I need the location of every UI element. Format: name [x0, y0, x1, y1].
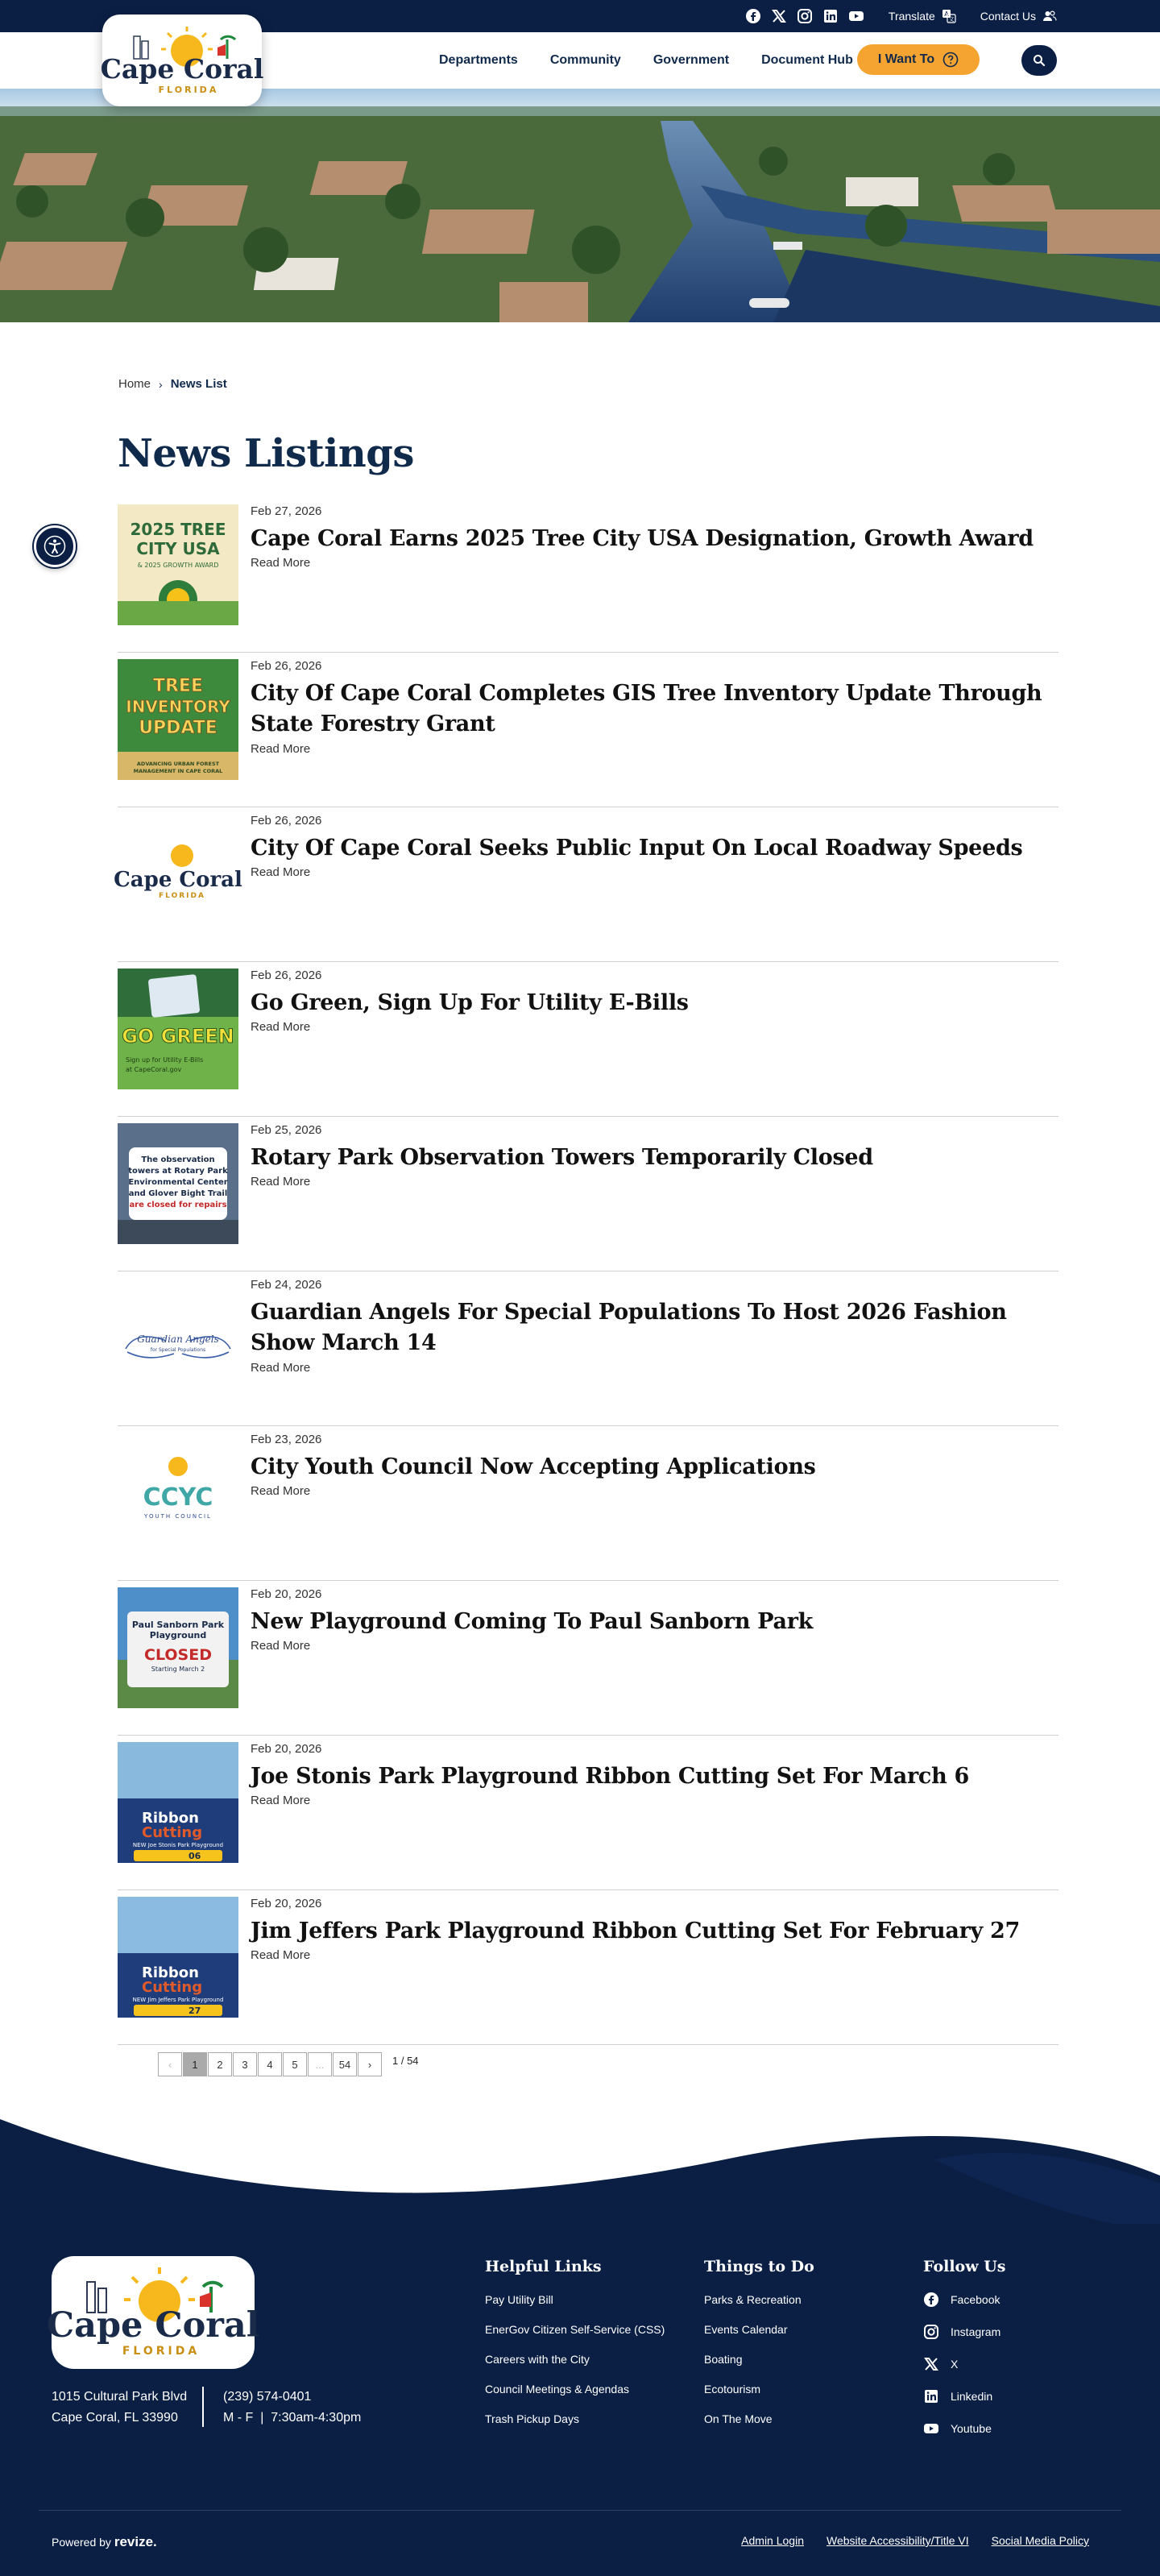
svg-text:A: A — [944, 10, 949, 18]
footer-link[interactable]: Trash Pickup Days — [485, 2412, 579, 2425]
footer-link[interactable]: Careers with the City — [485, 2353, 590, 2366]
revize-link[interactable] — [114, 2536, 157, 2549]
facebook-icon — [923, 2292, 939, 2308]
news-thumbnail[interactable] — [118, 1433, 238, 1553]
news-thumbnail[interactable] — [118, 1278, 238, 1399]
svg-text:are closed for repairs: are closed for repairs — [129, 1201, 227, 1209]
sanborn-park-image — [118, 1587, 238, 1708]
pagination-page[interactable]: 3 — [233, 2052, 257, 2076]
pagination-prev[interactable]: ‹ — [158, 2052, 182, 2076]
news-title[interactable]: Joe Stonis Park Playground Ribbon Cutting Set For March 6 — [251, 1764, 969, 1789]
youtube-icon — [923, 2420, 939, 2437]
news-list — [114, 498, 1058, 2045]
news-thumbnail[interactable] — [118, 1123, 238, 1244]
things-to-do-title: Things to Do — [704, 2258, 814, 2275]
svg-text:06: 06 — [188, 1851, 201, 1861]
breadcrumb-current: News List — [170, 377, 227, 391]
pagination-page[interactable]: 1 — [183, 2052, 207, 2076]
revize-brand: revize. — [114, 2534, 157, 2549]
admin-login-link[interactable]: Admin Login — [741, 2534, 804, 2547]
news-title[interactable]: City Of Cape Coral Seeks Public Input On Local Roadway Speeds — [251, 836, 1023, 861]
news-date: Feb 23, 2026 — [251, 1433, 322, 1446]
logo-subtext: FLORIDA — [158, 85, 219, 95]
site-footer — [0, 2224, 1160, 2576]
svg-text:Starting March 2: Starting March 2 — [151, 1665, 205, 1673]
follow-us-column — [923, 2258, 1005, 2454]
news-date: Feb 27, 2026 — [251, 504, 322, 518]
footer-link[interactable]: On The Move — [704, 2412, 773, 2425]
pagination-page[interactable]: 5 — [283, 2052, 307, 2076]
footer-contact — [223, 2387, 361, 2429]
news-item — [118, 1736, 1058, 1890]
footer-hours: M - F | 7:30am-4:30pm — [223, 2411, 362, 2425]
hero-image — [0, 89, 1160, 322]
svg-text:for Special Populations: for Special Populations — [150, 1347, 206, 1353]
social-media-policy-link[interactable]: Social Media Policy — [991, 2534, 1089, 2547]
news-item — [118, 1117, 1058, 1271]
svg-text:Guardian Angels: Guardian Angels — [137, 1334, 219, 1345]
footer-cape-coral-logo — [46, 2263, 260, 2362]
page-title: News Listings — [118, 431, 414, 476]
news-title[interactable]: Go Green, Sign Up For Utility E-Bills — [251, 990, 689, 1015]
translate-icon — [942, 9, 956, 23]
facebook-icon[interactable] — [745, 8, 761, 24]
read-more-link[interactable]: Read More — [251, 1175, 311, 1188]
footer-address — [52, 2387, 187, 2429]
news-item — [118, 653, 1058, 807]
translate-link[interactable] — [889, 9, 956, 23]
footer-link[interactable]: Ecotourism — [704, 2383, 761, 2396]
read-more-link[interactable]: Read More — [251, 1361, 311, 1375]
news-item — [118, 498, 1058, 653]
translate-label: Translate — [888, 10, 935, 23]
svg-text:Cape Coral: Cape Coral — [114, 868, 242, 892]
news-item — [118, 1271, 1058, 1426]
svg-text:Cutting: Cutting — [142, 1824, 203, 1841]
pagination-page[interactable]: 2 — [208, 2052, 232, 2076]
news-title[interactable]: Jim Jeffers Park Playground Ribbon Cutting Set For February 27 — [251, 1919, 1020, 1943]
news-item — [118, 1581, 1058, 1736]
pagination-ellipsis: ... — [308, 2052, 332, 2076]
svg-text:towers at Rotary Park: towers at Rotary Park — [128, 1167, 228, 1176]
svg-text:Paul Sanborn Park: Paul Sanborn Park — [131, 1620, 225, 1630]
news-thumbnail[interactable] — [118, 969, 238, 1089]
svg-text:UPDATE: UPDATE — [139, 718, 218, 738]
svg-text:TREE: TREE — [152, 676, 204, 696]
read-more-link[interactable]: Read More — [251, 742, 311, 756]
footer-rule — [39, 2510, 1121, 2511]
svg-text:Playground: Playground — [149, 1630, 207, 1641]
follow-us-title: Follow Us — [923, 2258, 1006, 2275]
i-want-to-button[interactable] — [857, 44, 980, 75]
news-date: Feb 20, 2026 — [251, 1897, 322, 1910]
footer-social-link[interactable]: Youtube — [951, 2422, 992, 2435]
svg-text:CCYC: CCYC — [143, 1483, 213, 1512]
search-icon — [1033, 54, 1046, 67]
helpful-links-title: Helpful Links — [485, 2258, 602, 2275]
footer-social-link[interactable]: X — [951, 2358, 959, 2371]
news-title[interactable]: Rotary Park Observation Towers Temporarily Closed — [251, 1145, 873, 1170]
x-icon — [923, 2356, 939, 2372]
news-item — [118, 1426, 1058, 1581]
news-thumbnail[interactable] — [118, 659, 238, 780]
svg-text:GO GREEN: GO GREEN — [122, 1025, 234, 1047]
linkedin-icon — [923, 2388, 939, 2404]
pagination-page[interactable]: 54 — [333, 2052, 357, 2076]
news-thumbnail[interactable] — [118, 1897, 238, 2018]
utility-links — [745, 0, 1057, 32]
cape-coral-logo-image — [114, 814, 242, 935]
footer-social-link[interactable]: Linkedin — [951, 2390, 993, 2403]
powered-by-prefix: Powered by — [52, 2536, 111, 2549]
footer-logo[interactable] — [46, 2256, 260, 2369]
accessibility-button[interactable] — [34, 525, 76, 567]
read-more-link[interactable]: Read More — [251, 1484, 311, 1498]
contact-us-link[interactable] — [980, 9, 1057, 23]
svg-text:Ribbon: Ribbon — [142, 1810, 199, 1827]
pagination-count: 1 / 54 — [392, 2054, 419, 2067]
news-item — [114, 807, 1058, 962]
svg-text:NEW Jim Jeffers Park Playgroun: NEW Jim Jeffers Park Playground — [132, 1997, 224, 2003]
x-icon[interactable] — [771, 8, 787, 24]
breadcrumb-home[interactable]: Home — [118, 377, 151, 391]
svg-text:NEW Joe Stonis Park Playground: NEW Joe Stonis Park Playground — [132, 1842, 224, 1848]
svg-text:MANAGEMENT IN CAPE CORAL: MANAGEMENT IN CAPE CORAL — [133, 768, 223, 774]
powered-by — [52, 2534, 157, 2550]
breadcrumb — [118, 377, 227, 391]
svg-text:at CapeCoral.gov: at CapeCoral.gov — [126, 1066, 182, 1073]
canal-aerial-image — [0, 89, 1160, 322]
news-thumbnail[interactable] — [118, 504, 238, 625]
jeffers-ribbon-image — [118, 1897, 238, 2018]
news-thumbnail[interactable] — [118, 1742, 238, 1863]
stonis-ribbon-image — [118, 1742, 238, 1863]
people-icon — [1042, 9, 1057, 23]
news-title[interactable]: New Playground Coming To Paul Sanborn Park — [251, 1609, 814, 1634]
news-date: Feb 24, 2026 — [251, 1278, 322, 1292]
youth-council-logo — [118, 1433, 238, 1553]
nav-government[interactable]: Government — [652, 53, 730, 67]
news-title[interactable]: City Youth Council Now Accepting Applications — [251, 1454, 816, 1479]
news-date: Feb 26, 2026 — [251, 814, 322, 828]
svg-text:INVENTORY: INVENTORY — [126, 697, 230, 716]
news-title[interactable]: City Of Cape Coral Completes GIS Tree Inventory Update Through State Forestry Grant — [251, 681, 1042, 736]
news-date: Feb 26, 2026 — [251, 659, 322, 673]
footer-link[interactable]: Council Meetings & Agendas — [485, 2383, 629, 2396]
svg-text:CITY USA: CITY USA — [136, 539, 220, 558]
contact-us-label: Contact Us — [980, 10, 1036, 23]
footer-divider — [202, 2387, 204, 2427]
svg-text:文: 文 — [948, 16, 955, 23]
footer-social-link[interactable]: Facebook — [951, 2293, 1000, 2306]
nav-community[interactable]: Community — [549, 53, 621, 67]
footer-phone[interactable]: (239) 574-0401 — [223, 2390, 312, 2404]
svg-text:& 2025 GROWTH AWARD: & 2025 GROWTH AWARD — [137, 562, 219, 569]
svg-text:FLORIDA: FLORIDA — [159, 892, 205, 900]
youtube-icon[interactable] — [848, 8, 864, 24]
nav-departments[interactable]: Departments — [439, 53, 518, 67]
svg-text:ADVANCING URBAN FOREST: ADVANCING URBAN FOREST — [136, 761, 220, 767]
chevron-right-icon: › — [159, 377, 163, 391]
footer-link[interactable]: EnerGov Citizen Self-Service (CSS) — [485, 2323, 665, 2336]
footer-social-link[interactable]: Instagram — [951, 2325, 1001, 2338]
address-line: 1015 Cultural Park Blvd — [52, 2390, 188, 2404]
search-button[interactable] — [1021, 45, 1057, 76]
news-thumbnail[interactable] — [114, 814, 242, 935]
question-circle-icon — [942, 52, 959, 68]
cape-coral-logo — [100, 22, 264, 99]
tree-inventory-image — [118, 659, 238, 780]
news-date: Feb 26, 2026 — [251, 969, 322, 982]
accessibility-icon — [44, 535, 66, 558]
svg-text:FLORIDA: FLORIDA — [122, 2345, 201, 2358]
footer-link[interactable]: Boating — [704, 2353, 743, 2366]
read-more-link[interactable]: Read More — [251, 1794, 311, 1807]
things-to-do-column — [704, 2258, 814, 2442]
logo-text: Cape Coral — [100, 53, 264, 85]
svg-text:Sign up for Utility E-Bills: Sign up for Utility E-Bills — [126, 1056, 204, 1064]
pagination-next[interactable]: › — [358, 2052, 382, 2076]
svg-text:2025 TREE: 2025 TREE — [130, 520, 226, 539]
tree-city-image — [118, 504, 238, 625]
news-item — [118, 1890, 1058, 2045]
accessibility-policy-link[interactable]: Website Accessibility/Title VI — [826, 2534, 969, 2547]
footer-bottom-links — [741, 2534, 1089, 2547]
primary-nav — [439, 32, 885, 89]
news-item — [118, 962, 1058, 1117]
footer-link[interactable]: Events Calendar — [704, 2323, 788, 2336]
site-logo[interactable] — [102, 15, 262, 106]
guardian-angels-logo — [118, 1278, 238, 1399]
news-thumbnail[interactable] — [118, 1587, 238, 1708]
svg-text:Cutting: Cutting — [142, 1979, 203, 1996]
read-more-link[interactable]: Read More — [251, 556, 311, 570]
svg-text:Cape Coral: Cape Coral — [46, 2305, 260, 2346]
news-title[interactable]: Guardian Angels For Special Populations To Host 2026 Fashion Show March 14 — [251, 1300, 1007, 1355]
read-more-link[interactable]: Read More — [251, 1948, 311, 1962]
read-more-link[interactable]: Read More — [251, 865, 311, 879]
svg-text:YOUTH COUNCIL: YOUTH COUNCIL — [144, 1513, 212, 1520]
svg-text:Ribbon: Ribbon — [142, 1964, 199, 1981]
i-want-to-label: I Want To — [877, 52, 935, 66]
svg-text:CLOSED: CLOSED — [144, 1646, 212, 1664]
svg-text:Environmental Center: Environmental Center — [128, 1178, 228, 1187]
svg-text:27: 27 — [188, 2006, 201, 2016]
address-line: Cape Coral, FL 33990 — [52, 2411, 178, 2425]
svg-text:and Glover Bight Trail: and Glover Bight Trail — [128, 1189, 228, 1198]
rotary-park-image — [118, 1123, 238, 1244]
read-more-link[interactable]: Read More — [251, 1020, 311, 1034]
news-date: Feb 20, 2026 — [251, 1742, 322, 1756]
news-title[interactable]: Cape Coral Earns 2025 Tree City USA Designation, Growth Award — [251, 526, 1034, 551]
read-more-link[interactable]: Read More — [251, 1639, 311, 1653]
pagination — [158, 2052, 419, 2076]
nav-document-hub[interactable]: Document Hub — [761, 53, 853, 67]
svg-text:The observation: The observation — [141, 1155, 215, 1164]
instagram-icon[interactable] — [797, 8, 813, 24]
footer-link[interactable]: Parks & Recreation — [704, 2293, 802, 2306]
footer-link[interactable]: Pay Utility Bill — [485, 2293, 553, 2306]
news-date: Feb 25, 2026 — [251, 1123, 322, 1137]
news-date: Feb 20, 2026 — [251, 1587, 322, 1601]
helpful-links-column — [485, 2258, 665, 2442]
linkedin-icon[interactable] — [822, 8, 839, 24]
instagram-icon — [923, 2324, 939, 2340]
pagination-page[interactable]: 4 — [258, 2052, 282, 2076]
go-green-image — [118, 969, 238, 1089]
